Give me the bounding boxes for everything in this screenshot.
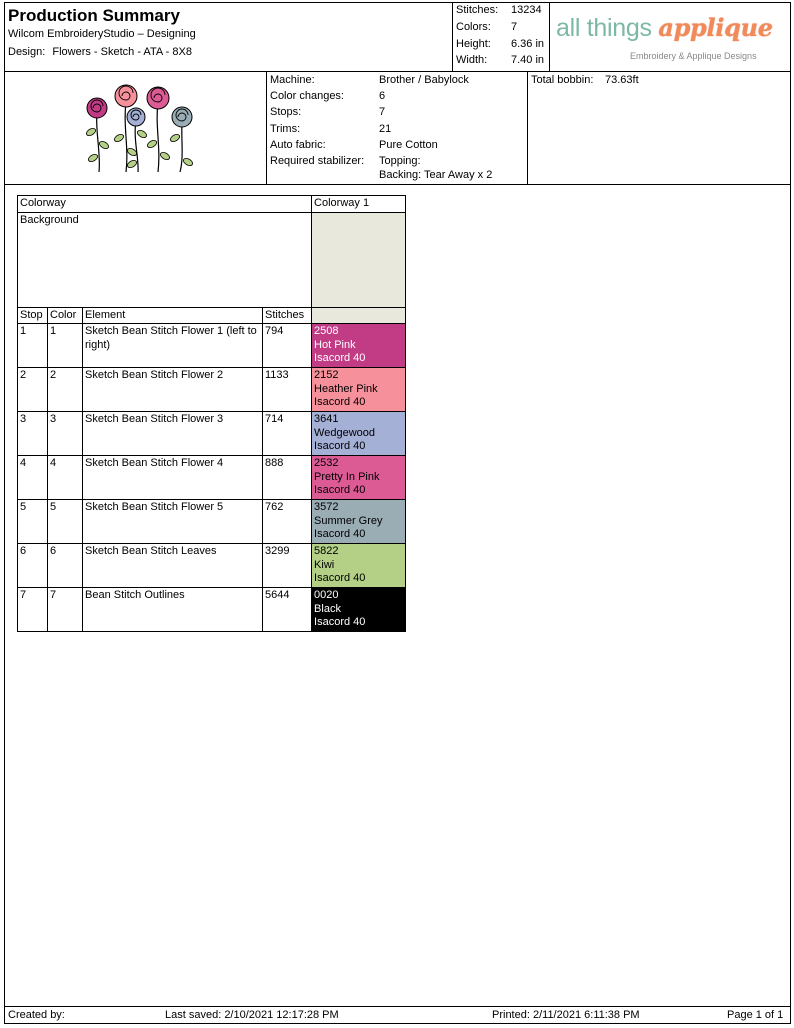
stop-row	[18, 544, 406, 588]
logo-accent: applique	[658, 13, 773, 42]
stitch-count: 5644	[263, 588, 312, 632]
colorway-name: Colorway 1	[312, 196, 406, 213]
bobbin-info	[528, 72, 790, 184]
thread-name: Kiwi	[314, 558, 335, 571]
detail-value: 21	[379, 123, 392, 135]
colorway-header-row	[18, 196, 406, 213]
stitch-count: 714	[263, 412, 312, 456]
flowers-illustration	[5, 72, 267, 184]
thread-code: 0020	[314, 589, 339, 601]
stat-height	[456, 38, 548, 54]
detail-value: Pure Cotton	[379, 139, 438, 151]
footer-printed: Printed: 2/11/2021 6:11:38 PM	[492, 1009, 640, 1021]
column-header-row	[18, 307, 406, 324]
detail-label: Trims:	[270, 123, 301, 135]
thread-thread: Isacord 40	[314, 572, 366, 584]
stop-number: 3	[18, 412, 48, 456]
stop-number: 1	[18, 324, 48, 368]
footer-created-by: Created by:	[8, 1009, 65, 1021]
thread-swatch	[312, 544, 406, 588]
element-name: Sketch Bean Stitch Flower 3	[83, 412, 263, 456]
software-name: Wilcom EmbroideryStudio – Designing	[8, 28, 196, 40]
thread-thread: Isacord 40	[314, 440, 366, 452]
stat-value: 7.40 in	[511, 54, 545, 66]
machine-details	[267, 72, 528, 184]
element-name: Sketch Bean Stitch Flower 1 (left to right)	[83, 324, 263, 368]
thread-swatch	[312, 324, 406, 368]
stitch-count: 794	[263, 324, 312, 368]
color-number: 7	[48, 588, 83, 632]
thread-code: 2508	[314, 325, 339, 337]
design-preview	[5, 72, 267, 184]
stitch-count: 888	[263, 456, 312, 500]
detail-label: Color changes:	[270, 90, 344, 102]
color-number: 4	[48, 456, 83, 500]
thread-thread: Isacord 40	[314, 352, 366, 364]
bobbin-label: Total bobbin:	[531, 74, 594, 86]
design-name: Flowers - Sketch - ATA - 8X8	[52, 46, 192, 58]
page-title: Production Summary	[8, 6, 180, 25]
detail-label: Machine:	[270, 74, 315, 86]
thread-name: Summer Grey	[314, 514, 383, 527]
stat-value: 7	[511, 21, 518, 33]
stat-stitches	[456, 4, 548, 20]
thread-name: Heather Pink	[314, 382, 378, 395]
logo-wordmark	[556, 13, 773, 43]
design-stats	[453, 3, 550, 71]
color-number: 6	[48, 544, 83, 588]
thread-thread: Isacord 40	[314, 616, 366, 628]
thread-code: 2152	[314, 369, 339, 381]
background-row	[18, 212, 406, 307]
element-name: Sketch Bean Stitch Flower 5	[83, 500, 263, 544]
column-header-swatch	[312, 307, 406, 324]
design-label: Design:	[8, 46, 46, 58]
element-name: Sketch Bean Stitch Flower 4	[83, 456, 263, 500]
thread-thread: Isacord 40	[314, 484, 366, 496]
bobbin-value: 73.63ft	[605, 74, 639, 86]
detail-value: 6	[379, 90, 386, 102]
element-name: Bean Stitch Outlines	[83, 588, 263, 632]
thread-swatch	[312, 588, 406, 632]
thread-code: 5822	[314, 545, 339, 557]
element-name: Sketch Bean Stitch Leaves	[83, 544, 263, 588]
thread-code: 3572	[314, 501, 339, 513]
logo-tagline: Embroidery & Applique Designs	[630, 51, 757, 61]
detail-label: Stops:	[270, 106, 302, 118]
colorway-table	[17, 195, 406, 632]
stat-label: Colors:	[456, 21, 491, 33]
brand-logo	[550, 3, 791, 71]
logo-prefix: all things	[556, 14, 659, 42]
thread-code: 3641	[314, 413, 339, 425]
stop-number: 6	[18, 544, 48, 588]
thread-code: 2532	[314, 457, 339, 469]
column-header-element: Element	[83, 307, 263, 324]
background-swatch	[312, 212, 406, 307]
stitch-count: 762	[263, 500, 312, 544]
stat-colors	[456, 21, 548, 37]
detail-label: Auto fabric:	[270, 139, 326, 151]
stat-label: Stitches:	[456, 4, 499, 16]
column-header-color: Color	[48, 307, 83, 324]
stop-row	[18, 412, 406, 456]
info-divider	[5, 184, 790, 185]
thread-swatch	[312, 368, 406, 412]
page-footer	[5, 1006, 790, 1023]
colorway-label: Colorway	[18, 196, 312, 213]
thread-name: Pretty In Pink	[314, 470, 380, 483]
element-name: Sketch Bean Stitch Flower 2	[83, 368, 263, 412]
color-number: 3	[48, 412, 83, 456]
stitch-count: 3299	[263, 544, 312, 588]
stop-number: 4	[18, 456, 48, 500]
detail-value: 7	[379, 106, 386, 118]
stat-value: 6.36 in	[511, 38, 545, 50]
stop-row	[18, 368, 406, 412]
column-header-stitches: Stitches	[263, 307, 312, 324]
detail-label: Required stabilizer:	[270, 155, 365, 167]
header-title-block	[5, 3, 453, 71]
stitch-count: 1133	[263, 368, 312, 412]
detail-value: Topping:	[379, 155, 421, 167]
stop-number: 5	[18, 500, 48, 544]
detail-value: Backing: Tear Away x 2	[379, 169, 493, 181]
background-label: Background	[18, 212, 312, 307]
design-line	[8, 46, 192, 58]
detail-value: Brother / Babylock	[379, 74, 469, 86]
thread-name: Hot Pink	[314, 338, 356, 351]
color-number: 2	[48, 368, 83, 412]
thread-swatch	[312, 412, 406, 456]
stat-label: Height:	[456, 38, 491, 50]
stop-row	[18, 500, 406, 544]
color-number: 1	[48, 324, 83, 368]
footer-last-saved: Last saved: 2/10/2021 12:17:28 PM	[165, 1009, 339, 1021]
color-number: 5	[48, 500, 83, 544]
thread-name: Wedgewood	[314, 426, 375, 439]
thread-swatch	[312, 456, 406, 500]
thread-thread: Isacord 40	[314, 528, 366, 540]
stat-value: 13234	[511, 4, 542, 16]
thread-swatch	[312, 500, 406, 544]
stat-label: Width:	[456, 54, 488, 66]
stop-row	[18, 456, 406, 500]
stop-row	[18, 588, 406, 632]
footer-page-number: Page 1 of 1	[727, 1009, 784, 1021]
thread-name: Black	[314, 602, 341, 615]
thread-thread: Isacord 40	[314, 396, 366, 408]
stop-number: 2	[18, 368, 48, 412]
stop-row	[18, 324, 406, 368]
column-header-stop: Stop	[18, 307, 48, 324]
stop-number: 7	[18, 588, 48, 632]
production-summary-page	[4, 2, 791, 1024]
stat-width	[456, 54, 548, 70]
